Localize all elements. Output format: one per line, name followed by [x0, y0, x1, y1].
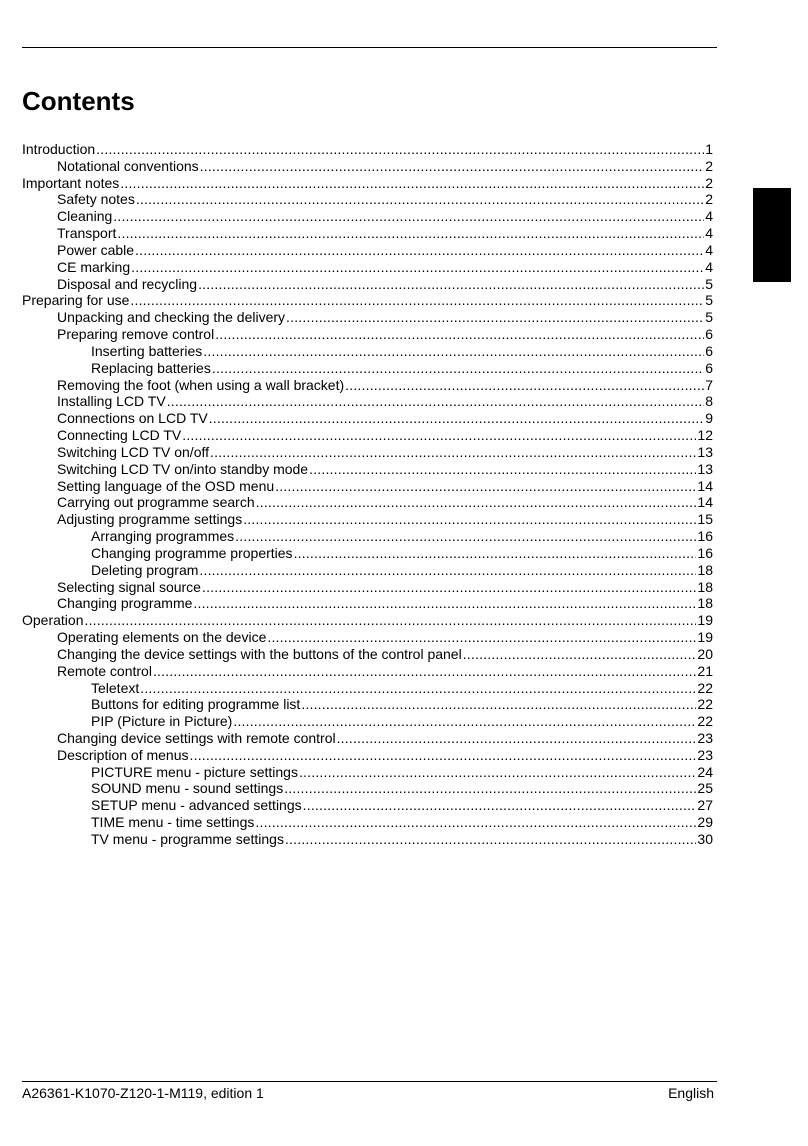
toc-entry-page-number: 15: [697, 511, 713, 528]
toc-entry-title: Introduction: [22, 141, 96, 157]
toc-entry-title: TIME menu - time settings: [91, 814, 255, 831]
footer-language: English: [668, 1085, 714, 1101]
toc-dot-leader: [193, 595, 696, 612]
footer-document-id: A26361-K1070-Z120-1-M119, edition 1: [22, 1085, 264, 1101]
toc-entry-title: Changing programme: [57, 595, 193, 612]
toc-entry-title: Description of menus: [57, 746, 189, 763]
toc-dot-leader: [463, 646, 697, 663]
toc-dot-leader: [210, 444, 696, 461]
toc-entry-title: SETUP menu - advanced settings: [91, 797, 302, 814]
toc-entry-title: Preparing remove control: [57, 326, 215, 343]
toc-entry[interactable]: [22, 225, 713, 242]
toc-entry-page-number: 1: [705, 141, 713, 157]
toc-entry-title: Important notes: [22, 174, 120, 191]
toc-dot-leader: [140, 680, 696, 697]
toc-entry[interactable]: [22, 276, 713, 293]
toc-dot-leader: [167, 393, 705, 410]
toc-entry-page-number: 19: [697, 612, 713, 629]
toc-entry[interactable]: [22, 292, 713, 309]
toc-entry-title: Teletext: [91, 679, 140, 696]
toc-entry-title: Buttons for editing programme list: [91, 696, 301, 713]
toc-dot-leader: [235, 528, 696, 545]
toc-entry-page-number: 29: [697, 814, 713, 831]
toc-entry-page-number: 8: [705, 393, 713, 410]
toc-entry-page-number: 2: [705, 191, 713, 208]
toc-entry-title: Switching LCD TV on/into standby mode: [57, 460, 309, 477]
toc-dot-leader: [284, 780, 696, 797]
toc-dot-leader: [190, 747, 697, 764]
toc-entry-page-number: 22: [697, 696, 713, 713]
toc-entry-title: Replacing batteries: [91, 359, 211, 376]
toc-entry[interactable]: [22, 545, 713, 562]
toc-entry-title: Installing LCD TV: [57, 393, 166, 410]
toc-entry-title: PICTURE menu - picture settings: [91, 763, 298, 780]
toc-entry-title: PIP (Picture in Picture): [91, 713, 233, 730]
toc-entry-title: Changing device settings with remote control: [57, 729, 336, 746]
toc-entry[interactable]: [22, 646, 713, 663]
toc-dot-leader: [233, 713, 696, 730]
toc-entry-page-number: 4: [705, 225, 713, 242]
toc-entry[interactable]: [22, 444, 713, 461]
toc-entry[interactable]: [22, 612, 713, 629]
toc-entry-page-number: 13: [697, 460, 713, 477]
toc-entry-page-number: 30: [697, 830, 713, 847]
toc-dot-leader: [113, 208, 704, 225]
toc-entry-title: Safety notes: [57, 191, 135, 208]
toc-dot-leader: [200, 158, 705, 175]
footer-rule: [22, 1081, 717, 1082]
toc-entry-title: Notational conventions: [57, 157, 199, 174]
header-rule: [22, 47, 717, 48]
toc-dot-leader: [345, 377, 704, 394]
toc-dot-leader: [303, 797, 697, 814]
toc-dot-leader: [301, 696, 696, 713]
toc-entry[interactable]: [22, 478, 713, 495]
toc-entry-page-number: 12: [697, 427, 713, 444]
toc-dot-leader: [212, 360, 704, 377]
toc-entry-page-number: 22: [697, 713, 713, 730]
toc-dot-leader: [199, 562, 696, 579]
toc-entry-page-number: 14: [697, 477, 713, 494]
toc-entry[interactable]: [22, 343, 713, 360]
toc-dot-leader: [96, 141, 704, 158]
toc-dot-leader: [203, 343, 704, 360]
toc-dot-leader: [267, 629, 696, 646]
toc-entry-title: Deleting program: [91, 561, 199, 578]
toc-entry-title: Remote control: [57, 662, 152, 679]
toc-entry[interactable]: [22, 595, 713, 612]
toc-entry-page-number: 16: [697, 528, 713, 545]
toc-entry-page-number: 2: [705, 157, 713, 174]
toc-dot-leader: [285, 831, 696, 848]
toc-dot-leader: [153, 663, 696, 680]
toc-entry-title: SOUND menu - sound settings: [91, 780, 284, 797]
toc-entry[interactable]: [22, 242, 713, 259]
toc-entry-page-number: 19: [697, 629, 713, 646]
toc-entry-page-number: 25: [697, 780, 713, 797]
toc-entry[interactable]: [22, 410, 713, 427]
toc-entry[interactable]: [22, 427, 713, 444]
toc-entry[interactable]: [22, 528, 713, 545]
toc-entry[interactable]: [22, 831, 713, 848]
toc-entry-title: Cleaning: [57, 208, 113, 225]
toc-entry-page-number: 24: [697, 763, 713, 780]
toc-dot-leader: [209, 410, 704, 427]
toc-entry[interactable]: [22, 797, 713, 814]
toc-entry-page-number: 18: [697, 578, 713, 595]
toc-entry[interactable]: [22, 393, 713, 410]
toc-entry[interactable]: [22, 713, 713, 730]
toc-entry-title: Arranging programmes: [91, 528, 235, 545]
toc-entry[interactable]: [22, 511, 713, 528]
toc-entry-page-number: 9: [705, 410, 713, 427]
toc-entry-page-number: 21: [697, 662, 713, 679]
toc-dot-leader: [182, 427, 696, 444]
toc-entry[interactable]: [22, 326, 713, 343]
toc-entry-page-number: 5: [705, 309, 713, 326]
toc-entry-page-number: 27: [697, 797, 713, 814]
toc-entry-title: Switching LCD TV on/off: [57, 443, 210, 460]
toc-entry[interactable]: [22, 579, 713, 596]
toc-entry-title: CE marking: [57, 258, 131, 275]
toc-entry-page-number: 13: [697, 443, 713, 460]
toc-entry-title: Inserting batteries: [91, 342, 203, 359]
toc-entry-title: Adjusting programme settings: [57, 511, 243, 528]
toc-entry[interactable]: [22, 259, 713, 276]
toc-entry-page-number: 18: [697, 561, 713, 578]
toc-dot-leader: [215, 326, 704, 343]
toc-entry-page-number: 6: [705, 359, 713, 376]
toc-dot-leader: [120, 175, 704, 192]
language-thumb-tab: [753, 188, 791, 282]
toc-entry-title: Removing the foot (when using a wall bracket): [57, 376, 345, 393]
toc-entry-page-number: 16: [697, 544, 713, 561]
toc-entry[interactable]: [22, 175, 713, 192]
toc-dot-leader: [243, 511, 696, 528]
toc-entry-page-number: 7: [705, 376, 713, 393]
table-of-contents: [22, 141, 713, 848]
toc-entry[interactable]: [22, 494, 713, 511]
toc-dot-leader: [130, 292, 704, 309]
toc-entry-page-number: 18: [697, 595, 713, 612]
toc-dot-leader: [131, 259, 704, 276]
toc-entry-page-number: 4: [705, 208, 713, 225]
toc-dot-leader: [198, 276, 704, 293]
toc-entry[interactable]: [22, 680, 713, 697]
toc-entry[interactable]: [22, 141, 713, 158]
toc-entry-page-number: 2: [705, 174, 713, 191]
toc-entry[interactable]: [22, 764, 713, 781]
toc-entry[interactable]: [22, 780, 713, 797]
toc-entry-page-number: 20: [697, 645, 713, 662]
toc-entry-title: Changing programme properties: [91, 544, 293, 561]
toc-dot-leader: [286, 309, 704, 326]
toc-dot-leader: [256, 494, 697, 511]
toc-entry-title: Operating elements on the device: [57, 629, 267, 646]
toc-entry-page-number: 14: [697, 494, 713, 511]
toc-entry-title: Preparing for use: [22, 292, 130, 309]
toc-entry[interactable]: [22, 562, 713, 579]
toc-entry-title: Connections on LCD TV: [57, 410, 208, 427]
toc-entry-title: TV menu - programme settings: [91, 830, 284, 847]
toc-entry-title: Changing the device settings with the buttons of the control panel: [57, 645, 462, 662]
toc-entry[interactable]: [22, 730, 713, 747]
toc-dot-leader: [255, 814, 696, 831]
toc-entry-page-number: 5: [705, 292, 713, 309]
toc-entry-page-number: 5: [705, 275, 713, 292]
toc-entry[interactable]: [22, 158, 713, 175]
toc-dot-leader: [294, 545, 697, 562]
toc-dot-leader: [202, 579, 696, 596]
page-title: Contents: [22, 86, 135, 116]
toc-entry-page-number: 22: [697, 679, 713, 696]
toc-entry-page-number: 23: [697, 729, 713, 746]
toc-entry-title: Operation: [22, 612, 84, 629]
toc-entry[interactable]: [22, 663, 713, 680]
toc-entry[interactable]: [22, 360, 713, 377]
toc-entry[interactable]: [22, 208, 713, 225]
toc-entry-page-number: 4: [705, 258, 713, 275]
toc-entry-title: Setting language of the OSD menu: [57, 477, 275, 494]
toc-entry-title: Power cable: [57, 241, 135, 258]
toc-dot-leader: [84, 612, 696, 629]
toc-dot-leader: [135, 242, 704, 259]
toc-dot-leader: [275, 478, 696, 495]
toc-entry[interactable]: [22, 814, 713, 831]
toc-entry-page-number: 4: [705, 241, 713, 258]
toc-dot-leader: [309, 461, 696, 478]
toc-dot-leader: [337, 730, 697, 747]
toc-entry[interactable]: [22, 309, 713, 326]
toc-entry-title: Carrying out programme search: [57, 494, 255, 511]
toc-entry[interactable]: [22, 629, 713, 646]
toc-dot-leader: [136, 191, 704, 208]
toc-entry-page-number: 23: [697, 746, 713, 763]
toc-entry[interactable]: [22, 191, 713, 208]
toc-entry[interactable]: [22, 461, 713, 478]
toc-entry-title: Unpacking and checking the delivery: [57, 309, 286, 326]
toc-entry-title: Disposal and recycling: [57, 275, 198, 292]
toc-entry-title: Connecting LCD TV: [57, 427, 182, 444]
toc-entry[interactable]: [22, 377, 713, 394]
toc-dot-leader: [117, 225, 704, 242]
toc-entry-title: Selecting signal source: [57, 578, 201, 595]
toc-entry[interactable]: [22, 747, 713, 764]
toc-entry-page-number: 6: [705, 326, 713, 343]
toc-dot-leader: [299, 764, 696, 781]
toc-entry-title: Transport: [57, 225, 117, 242]
toc-entry[interactable]: [22, 696, 713, 713]
toc-entry-page-number: 6: [705, 342, 713, 359]
